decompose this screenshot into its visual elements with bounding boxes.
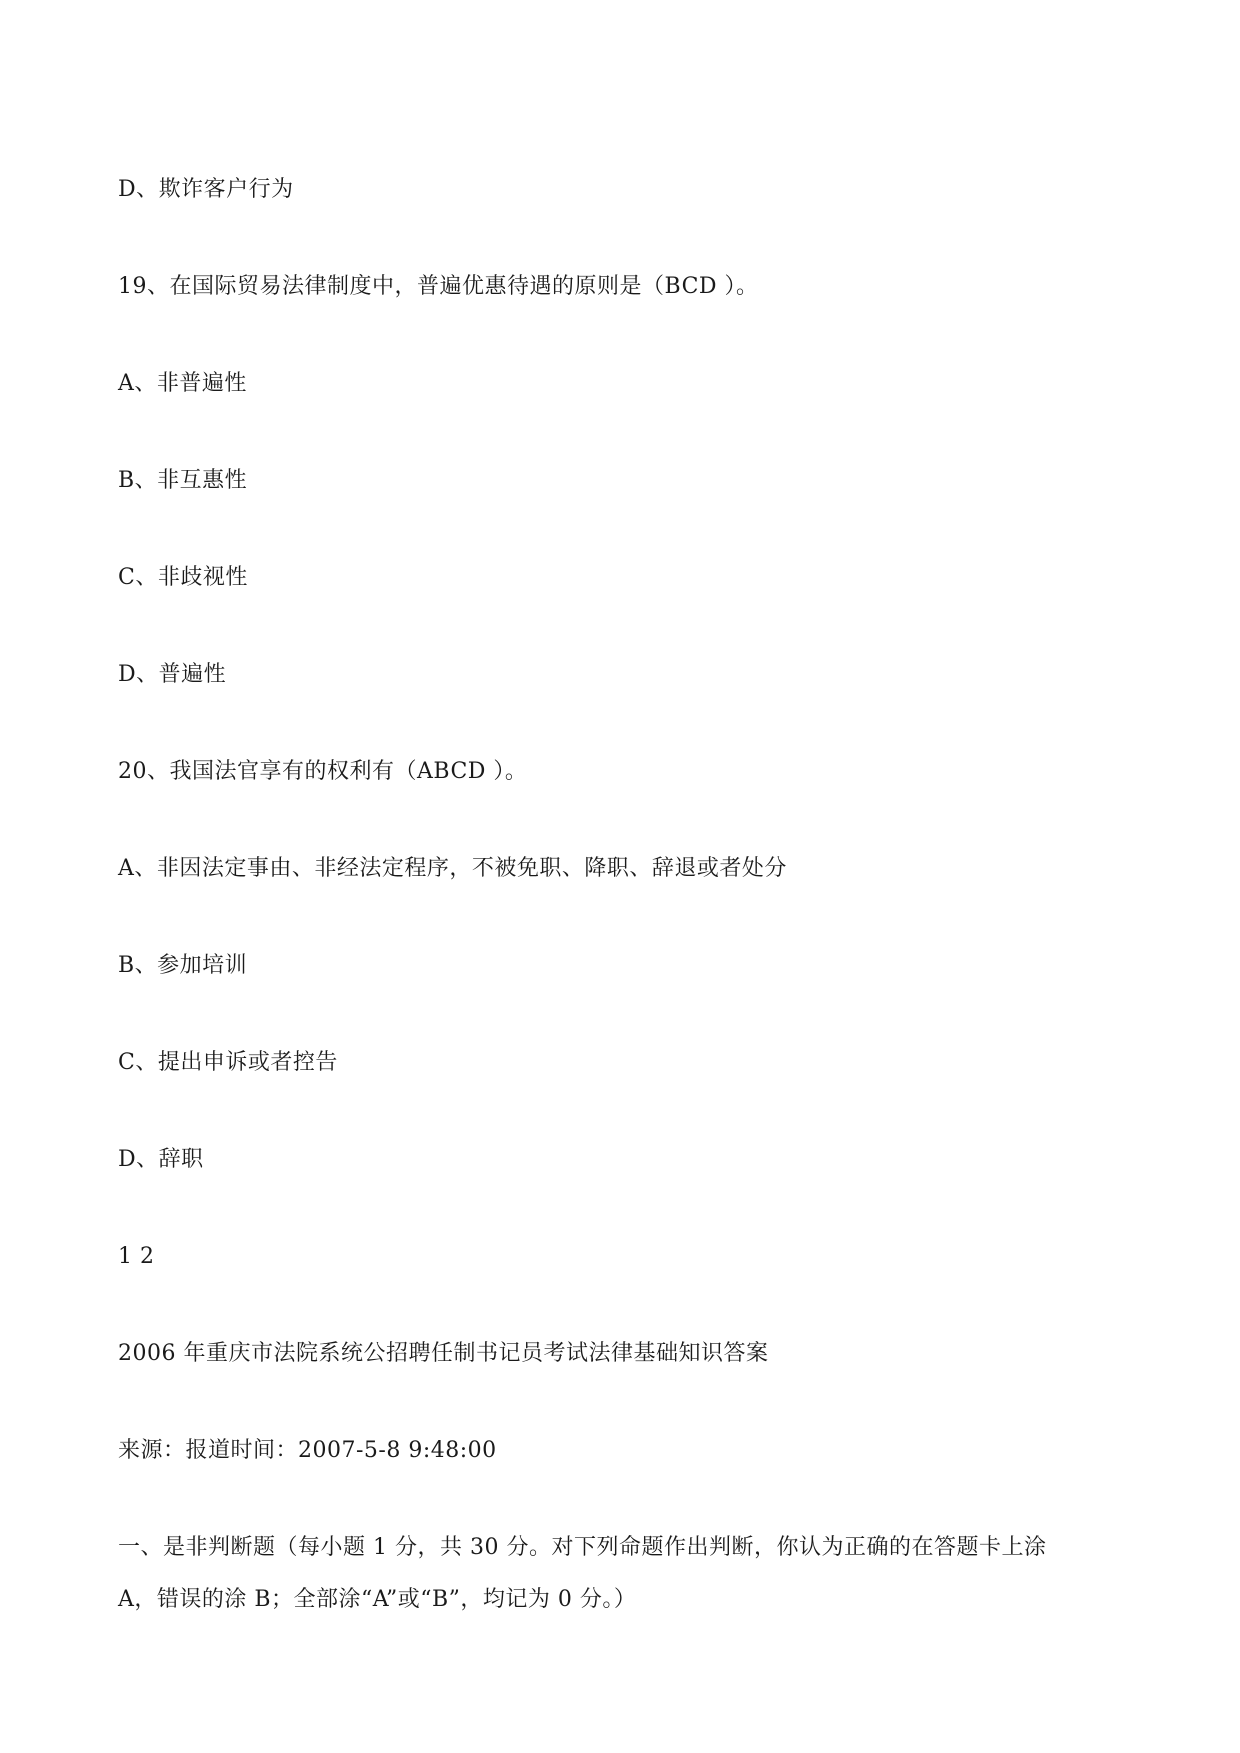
q19-option-a: A、非普遍性 xyxy=(118,371,247,396)
q20-option-c: C、提出申诉或者控告 xyxy=(118,1050,338,1075)
pagination: 1 2 xyxy=(118,1244,155,1269)
article-title: 2006 年重庆市法院系统公招聘任制书记员考试法律基础知识答案 xyxy=(118,1341,769,1366)
q19-option-b: B、非互惠性 xyxy=(118,468,248,493)
q19-option-d: D、普遍性 xyxy=(118,662,227,687)
section-heading-line-2: A，错误的涂 B；全部涂“A”或“B”，均记为 0 分。） xyxy=(118,1587,637,1612)
source-line: 来源：报道时间：2007-5-8 9:48:00 xyxy=(118,1438,497,1463)
q19-option-c: C、非歧视性 xyxy=(118,565,248,590)
q20-question: 20、我国法官享有的权利有（ABCD ）。 xyxy=(118,759,528,784)
q20-option-d: D、辞职 xyxy=(118,1147,204,1172)
section-heading-line-1: 一、是非判断题（每小题 1 分，共 30 分。对下列命题作出判断，你认为正确的在答题卡上涂 xyxy=(118,1535,1047,1560)
q20-option-b: B、参加培训 xyxy=(118,953,248,978)
q18-option-d: D、欺诈客户行为 xyxy=(118,177,294,202)
q19-question: 19、在国际贸易法律制度中，普遍优惠待遇的原则是（BCD ）。 xyxy=(118,274,759,299)
q20-option-a: A、非因法定事由、非经法定程序，不被免职、降职、辞退或者处分 xyxy=(118,856,787,881)
